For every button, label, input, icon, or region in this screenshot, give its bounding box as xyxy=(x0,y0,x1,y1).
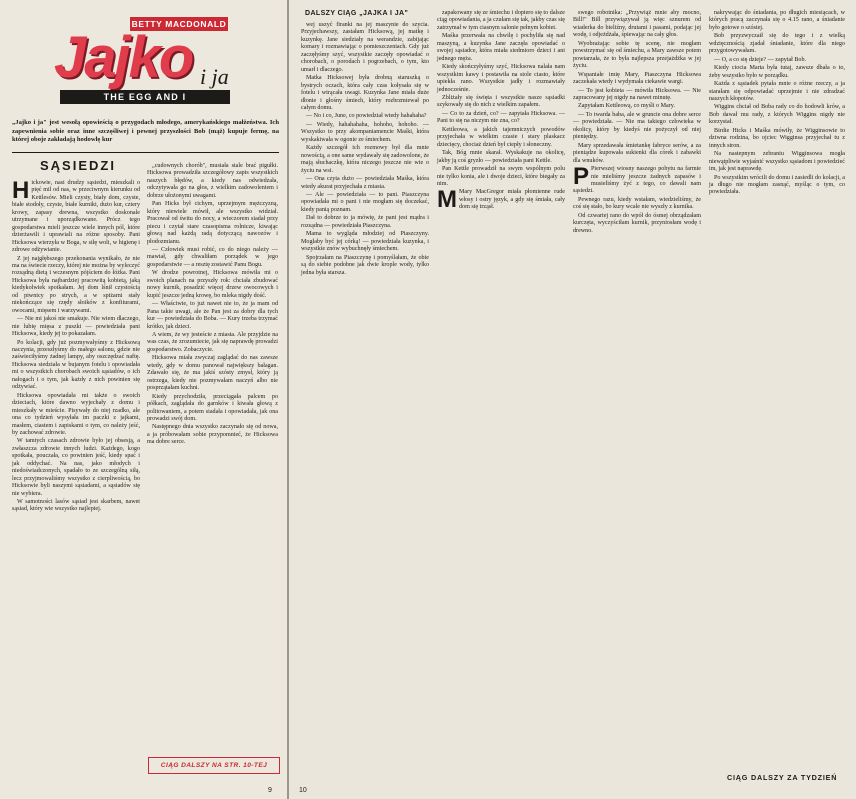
paragraph: Od czwartej rano do wpół do ósmej obrządzałam kurczęta, wyczyściłam kurnik, przyniosłam wodę i drewno. xyxy=(573,212,701,234)
paragraph: Pewnego razu, kiedy wstałam, wiedzieliśmy, że coś się stało, bo kury wcale nie wyszły z kurnika. xyxy=(573,196,701,211)
lead-divider xyxy=(12,152,279,153)
paragraph: nakrywając do śniadania, po długich miesiącach, w których pracą zaczynała się o 4.15 rano, a śniadanie było gotowe o szóstej. xyxy=(709,10,845,31)
left-column-1 xyxy=(12,177,140,515)
paragraph: — Ale — powiedziała — to pani. Piaszczyna opowiadała mi o pani i nie mogłam się doczekać, kiedy panią poznam. xyxy=(301,191,429,213)
paragraph: Pan Hicks był cichym, uprzejmym mężczyzną, który niewiele mówił, ale wszystko widział. Pracował od świtu do nocy, a wieczorem siadał przy piecu i czytał stare czasopisma rolnicze, kiwając głową nad każdą radą dotyczącą nawozów i płodozmianu. xyxy=(147,201,278,245)
paragraph: Kiedy skończyłyśmy szyć, Hicksowa nalała nam wszystkim kawy i postawiła na stole ciasto, które upiekła rano. Wszystkie jadły i rozmawiały jednocześnie. xyxy=(437,64,565,93)
author-tag: BETTY MACDONALD xyxy=(131,19,227,29)
paragraph: Zbliżały się święta i wszystkie nasze sąsiadki szykowały się do nich z wielkim zapałem. xyxy=(437,94,565,109)
paragraph: — Człowiek musi robić, co do niego należy — mawiał, gdy chwaliłam porządek w jego gospodarstwie — a resztę zostawić Panu Bogu. xyxy=(147,246,278,268)
paragraph: swego robotnika: „Przywiąż mnie aby mocno, Bill!" Bill przywiązywał ją więc sznurem od wiaderka do bieliźny, drutami i pasami, podając jej wodę, i odjeżdżała, śpiewając na cały głos. xyxy=(573,10,701,39)
title-header xyxy=(4,6,287,116)
continuation-header: DALSZY CIĄG „JAJKA I JA" xyxy=(305,10,409,17)
paragraph: Tak, Bóg mnie skarał. Wyskakuje na okolicę, jakby ją coś gryzło — powiedziała pani Kettle. xyxy=(437,150,565,164)
story-title-suffix: i ja xyxy=(200,64,229,89)
paragraph: — Wiedy, hahahahaha, hohoho, hohoho. — Wszystko to przy akompaniamencie Maśki, która wyskakiwała w ogonie ze śmiechem. xyxy=(301,121,429,143)
paragraph: Wyobrażając sobie tę scenę, nie mogłam powstrzymać się od śmiechu, a Mary zawsze potem powtarzała, że to była najlepsza przejażdżka w jej życiu. xyxy=(573,40,701,70)
paragraph: Mama to wygląda młodziej od Piaszczyny. Mogłaby być jej córką! — powiedziała kuzynka, i wszystkie znów wybuchnęły śmiechem. xyxy=(301,231,429,253)
paragraph: Matka Hicksowej była drobną staruszką o bystrych oczach, która cały czas kołysała się w fotelu i wtrącała uwagi. Kuzynka Jane miała duże dłonie i głośny śmiech, który rozbrzmiewał po całym domu. xyxy=(301,75,429,111)
paragraph: Hickowie, nasi drudzy sąsiedzi, mieszkali o pięć mil od nas, w przeciwnym kierunku od Kettlesów. Mieli czysty, biały dom, czyste, białe stodoły, czyste, białe kurniki, dużo kur, cztery krowy, zapasy drewna, wszystko doskonale utrzymane i uporządkowane. Prócz tego gospodarstwa mieli jeszcze wiele innych pól, które dzierżawili i uprawiali na różne sposoby. Pani Hicksowa wierzyła w Boga, w siłę woli, w higienę i zdrowe odżywianie. xyxy=(12,177,140,254)
left-page xyxy=(0,0,287,799)
paragraph: Kettleowa, a jakich tajemniczych powodów przyjechała w wielkim czasie i stary plaskacz dziecięcy, chociaż dzień był ciepły i słoneczny. xyxy=(437,126,565,148)
continued-notice: CIĄG DALSZY NA STR. 10-TEJ xyxy=(148,757,280,774)
paragraph: M Mary MacGregor miała płomienne rude włosy i ostry język, a gdy się śmiała, cały dom się trząsł. xyxy=(437,186,565,214)
paragraph: Bob przyzwyczaił się do tego i z wielką wdzięcznością zjadał śniadanie, które dla niego przygotowywałam. xyxy=(709,33,845,55)
paragraph: Po kolacji, gdy już pozmywałyśmy z Hicksową naczynia, przeszłyśmy do małego salonu, gdzie nie zaświeciłyśmy żadnej lampy, aby oszczędzać naftę. Hicksowa siedziała w bujanym fotelu i opowiadała mi o wszystkich chorobach swoich sąsiadów, o ich nałogach i o tym, jak każdy z nich powinien się odżywiać. xyxy=(12,339,140,391)
right-page xyxy=(289,0,856,799)
story-title-english: THE EGG AND I xyxy=(60,90,230,104)
right-column-3 xyxy=(573,10,701,236)
paragraph: — O, a co się dzieje? — zapytał Bob. xyxy=(714,56,807,63)
paragraph: Wspaniałe imię Mary, Piaszczyna Hicksowa zaczekała wtedy i wydymała ciekawie wargi. xyxy=(573,71,701,86)
paragraph: — Co to za dzień, co? — zapytała Hicksowa. — Pani to się na niczym nie zna, co? xyxy=(437,110,565,125)
paragraph: Dał to dobrze to ja mówię, że pani jest mądra i rozsądna — powiedziała Piaszczyna. xyxy=(301,215,429,229)
story-title: Jajko xyxy=(54,25,193,90)
paragraph: W drodze powrotnej, Hicksowa mówiła mi o swoich planach na przyszły rok: chciała zbudować nowy kurnik, posadzić więcej drzew owocowych i kupić jeszcze jedną krowę, bo mleka nigdy dość. xyxy=(147,270,278,299)
paragraph: — To jest kobieta — mówiła Hicksowa. — Nie zapracowany jej nigdy na nawet minutę. xyxy=(573,87,701,101)
paragraph: Każda z sąsiadek pytała mnie o różne rzeczy, a ja starałam się odpowiadać uprzejmie i nie zdradzać naszych kłopotów. xyxy=(709,81,845,102)
paragraph: Spojrzałam na Piaszczynę i pomyślałam, że obie są do siebie podobne jak dwie krople wody, tylko jedna była starsza. xyxy=(301,254,429,276)
page-number: 9 xyxy=(268,787,272,794)
story-lead: „Jajko i ja" jest wesołą opowieścią o przygodach młodego, amerykańskiego małżeństwa. Ich zapewnienia sobie oraz inne szczęśliwej i pewnej przyszłości Bob (mąż) kupuje fermę, na której oboje zakładają hodowlę kur xyxy=(12,119,279,144)
paragraph: — Właściwie, to już nawet nie to, że ja mam od Pana takie uwagi, ale że Pan jest za dobry dla tych kur — powiedziała do Boba. — Kury trzeba trzymać krótko, jak dzieci. xyxy=(147,301,278,330)
paragraph: Kiedy przychodziła, przeciągała palcem po półkach, zaglądała do garnków i kiwała głową z politowaniem, a potem siadała i opowiadała, jak ona prowadzi swój dom. xyxy=(147,393,278,422)
paragraph: Zapytałam Kettleową, co myśli o Mary. xyxy=(578,103,675,110)
paragraph: Hicksowa miała zwyczaj zaglądać do nas zawsze wtedy, gdy w domu panował największy bałagan. Zdawało się, że ma jakiś szósty zmysł, który ją ostrzega, kiedy nie pozmywałam naczyń albo nie posprzątałam kuchni. xyxy=(147,355,278,392)
paragraph: Maśka przerwała na chwilę i pochyliła się nad maszyną, a kuzynka Jane zaczęła opowiadać o swojej sąsiadce, która miała siedmioro dzieci i ani jednego męża. xyxy=(437,33,565,62)
chapter-title: SĄSIEDZI xyxy=(40,158,116,173)
paragraph: Wiggins chciał od Boba rady co do hodowli krów, a Bob dawał mu rady, z których Wiggins nigdy nie korzystał. xyxy=(709,104,845,126)
paragraph: Następnego dnia wszystko zaczynało się od nowa, a ja próbowałam sobie przypomnieć, że Hicksowa ma dobre serce. xyxy=(147,424,278,446)
paragraph: Po wszystkim wrócili do domu i zasiedli do kolacji, a ja długo nie mogłam zasnąć, myśląc o tym, co powiedziała. xyxy=(709,174,845,196)
paragraph: W tamtych czasach zdrowie było jej obsesją, a zwłaszcza zdrowie innych ludzi. Każdego, kogo spotkała, pouczała, co powinien jeść, kiedy spać i jak oddychać. Na nas, jako młodych i niedoświadczonych, spadało to ze szczególną siłą, lecz przyjmowaliśmy wszystko z cierpliwością, bo Hicksowie byli naszymi sąsiadami, a sąsiadów się nie wybiera. xyxy=(12,438,140,497)
paragraph: W samotności lasów sąsiad jest skarbem, nawet sąsiad, który wie wszystko najlepiej. xyxy=(12,499,140,513)
right-column-4 xyxy=(709,10,845,198)
paragraph: — Nie mi jakoś nie smakuje. Nie wiem dlaczego, nie lubię mięsa z puszki — powiedziała pani Hicksowa, kiedy jej to pokazałam. xyxy=(12,316,140,338)
paragraph: Birdie Hicks i Maśka mówiły, że Wigginsowie to dziwna rodzina, bo ojciec Wigginsa przyjechał tu z innych stron. xyxy=(709,127,845,149)
paragraph: Na nastepnym zebraniu Wigginsowa mogła niewątpliwie wyjaśnić wszystko sąsiadom i powiedzieć im, jak jest naprawdę. xyxy=(709,151,845,173)
page-number: 10 xyxy=(299,787,307,794)
paragraph: Pan Kettle prowadził na swym wspólnym polu nie tylko konia, ale i dwoje dzieci, które biegały za nim. xyxy=(437,166,565,187)
paragraph: — No i co, June, co powiedział wtedy hahahaha? xyxy=(306,113,427,120)
next-week-notice: CIĄG DALSZY ZA TYDZIEŃ xyxy=(727,773,838,782)
paragraph: A wiem, że wy jesteście z miasta. Ale przyjdzie na was czas, że zrozumiecie, jak się naprawdę prowadzi gospodarstwo. Zobaczycie. xyxy=(147,331,278,353)
paragraph: P Pierwszej wiosny naszego pobytu na farmie nie mieliśmy jeszcze żadnych zapasów i musieliśmy żyć z tego, co dawali nam sąsiedzi. xyxy=(573,163,701,195)
paragraph: Mary sprzedawała śmietankę fabryce serów, a za pieniądze kupowała sukienki dla córek i zabawki dla wnuków. xyxy=(573,142,701,164)
drop-cap: M xyxy=(437,186,457,214)
paragraph: Kiedy ciocia Marta była tutaj, zawsze dbała o to, żeby wszystko było w porządku. xyxy=(709,65,845,79)
paragraph: „cudownych chorób", musiała stale brać pigułki. Hicksowa prowadziła szczegółowy zapis wszystkich naszych błędów, a kiedy nas odwiedzała, odczytywała go na głos, z wielkim zadowoleniem i dobrze ułożonymi uwagami. xyxy=(147,163,278,199)
drop-cap: H xyxy=(12,177,30,204)
drop-cap: P xyxy=(573,163,590,191)
paragraph: wej uszyć firanki na jej maszynie do szycia. Przyjechawszy, zastałam Hicksową, jej matkę i kuzynkę. Jane siedziały na werandzie, zabijając komary i rozmawiając o pomieszczeniach. Gdy już zaczęłyśmy szyć, wszystkie zaczęły opowiadać o chorobach, o porodach i pogrzebach, o tym, kto umarł i dlaczego. xyxy=(301,22,429,73)
right-column-1 xyxy=(301,22,429,278)
paragraph: — To twarda baba, ale w gruncie ona dobre serce — powiedziała. — Nie ma takiego człowieka w okolicy, który by kiedyś nie pożyczył od niej pieniędzy. xyxy=(573,111,701,141)
paragraph: — Ona czyta dużo — powiedziała Maśka, która wtedy akurat przyjechała z miasta. xyxy=(301,176,429,190)
left-column-2 xyxy=(147,163,278,448)
paragraph: Każdy szczegół ich rozmowy był dla mnie nowością, a one same wydawały się zadowolone, że mają słuchaczkę, która niczego jeszcze nie wie o życiu na wsi. xyxy=(301,145,429,174)
paragraph: Z jej najgłębszego przekonania wynikało, że nie ma na świecie rzeczy, której nie można by wyleczyć rozsądną dietą i wczesnym pójściem do łóżka. Pani Hicksowa była najbardziej pracowitą kobietą, jaką kiedykolwiek spotkałam. Jej dom lśnił czystością od piwnicy po strych, a w spiżarni stały niekończące się rzędy słoików z konfiturami, owocami, mięsem i warzywami. xyxy=(12,255,140,314)
right-column-2 xyxy=(437,10,565,213)
paragraph: zapakowany się ze śmiechu i dopiero się to dalsze ciąg opowiadania, a ja czułam się tak, jakby czas się zatrzymał w tym ciasnym salonie pełnym kobiet. xyxy=(437,10,565,31)
paragraph: Hicksowa opowiadała mi także o swoich dzieciach, które dawno wyjechały z domu i mieszkały w mieście. Pisywały do niej rzadko, ale ona co tydzień wysyłała im paczki z jajkami, masłem, ciastem i zapiskami o tym, co należy jeść, by zachować zdrowie. xyxy=(12,392,140,436)
